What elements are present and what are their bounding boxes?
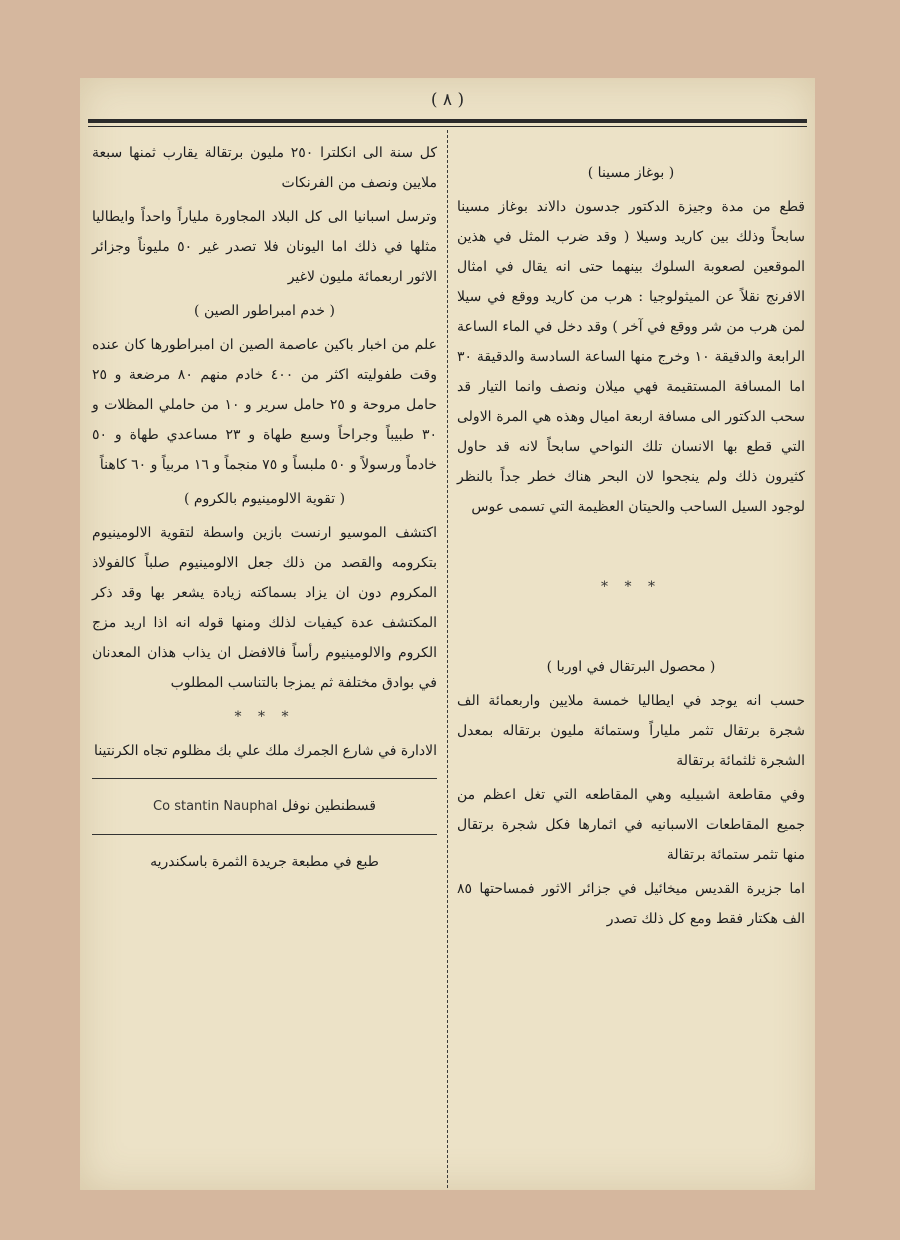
administration-notice: الادارة في شارع الجمرك ملك علي بك مظلوم تجاه الكرنتينا (94, 743, 437, 759)
article-paragraph-oranges-3: اما جزيرة القديس ميخائيل في جزائر الاثور فمساحتها ٨٥ الف هكتار فقط ومع كل ذلك تصدر (457, 881, 805, 927)
spacer (457, 138, 805, 158)
page-number: ( ٨ ) (430, 90, 465, 110)
article-heading-aluminium: ( تقوية الالومينيوم بالكروم ) (183, 491, 346, 507)
section-separator: * * * (234, 709, 295, 725)
right-column (457, 138, 805, 938)
article-paragraph-oranges-2: وفي مقاطعة اشبيليه وهي المقاطعه التي تغل اعظم من جميع المقاطعات الاسبانيه في اثمارها فكل شجرة برتقال منها تثمر ستمائة برتقالة (457, 787, 805, 863)
left-column (92, 138, 437, 881)
article-paragraph-oranges-continued-1: كل سنة الى انكلترا ٢٥٠ مليون برتقالة يقارب ثمنها سبعة ملايين ونصف من الفرنكات (92, 145, 437, 191)
spacer (457, 606, 805, 652)
section-separator: * * * (601, 579, 661, 595)
article-paragraph-oranges-continued-2: وترسل اسبانيا الى كل البلاد المجاورة ملياراً واحداً وايطاليا مثلها في ذلك اما اليونان فلا تصدر غير ٥٠ مليوناً وجزائر الاثور اربعمائة مليون لاغير (92, 209, 437, 285)
header-rule-thick (88, 119, 807, 123)
publisher-signature (92, 791, 437, 822)
newspaper-page (80, 78, 815, 1190)
footer-rule (92, 778, 437, 779)
footer-rule (92, 834, 437, 835)
article-body-aluminium: اكتشف الموسيو ارنست بازين واسطة لتقوية الالومينيوم بتكرومه والقصد من ذلك جعل الالومينيوم صلباً كالفولاذ المكروم دون ان يزاد بسماكته زيادة يشعر بها وقد ذكر المكتشف عدة كيفيات لذلك ومنها قوله انه اذا اريد مزج الكروم والالومينيوم رأساً فالافضل ان يذاب هذان المعدنان في بوادق مختلفة ثم يمزجا بالتناسب المطلوب (92, 525, 437, 691)
article-heading-bosphorus: ( بوغاز مسينا ) (587, 165, 675, 181)
article-body-bosphorus: قطع من مدة وجيزة الدكتور جدسون دالاند بوغاز مسينا سابحاً وذلك بين كاريد وسيلا ( وقد ضرب المثل في هذين الموقعين لصعوبة السلوك بينهما حتى انه يقال في امثال الافرنج نقلاً عن الميثولوجيا : هرب من كاريد ووقع في سيلا لمن هرب من شر ووقع في آخر ) وقد دخل في الماء الساعة الرابعة والدقيقة ١٠ وخرج منها الساعة السادسة والدقيقة ٣٠ اما المسافة المستقيمة فهي ميلان ونصف وانما التيار قد سحب الدكتور الى مسافة اربعة اميال وهذه هي المرة الاولى التي قطع بها الانسان تلك النواحي سابحاً لانه قد حاول كثيرون ذلك ولم ينجحوا لان البحر هناك خطر جداً بالنظر لوجود السيل الساحب والحيتان العظيمة التي تسمى عوس (457, 199, 805, 515)
signature-latin: Co stantin Nauphal (153, 799, 278, 814)
article-body-emperor: علم من اخبار باكين عاصمة الصين ان امبراطورها كان عنده وقت طفوليته اكثر من ٤٠٠ خادم منهم ٨٠ مرضعة و ٢٥ حامل مروحة و ٢٥ حامل سرير و ١٠ من حاملي المظلات و ٣٠ طبيباً وجراحاً وسبع طهاة و ٢٣ مساعدي طهاة و ٥٠ خادماً ورسولاً و ٥٠ ملبساً و ٧٥ منجماً و ١٦ مربياً و ٦٠ كاهناً (92, 337, 438, 473)
article-heading-oranges: ( محصول البرتقال في اوربا ) (546, 659, 716, 675)
printer-line: طبع في مطبعة جريدة الثمرة باسكندريه (150, 854, 379, 870)
header-rule-thin (88, 126, 807, 127)
column-divider (447, 130, 448, 1188)
spacer (457, 526, 805, 572)
signature-arabic: قسطنطين نوفل (281, 798, 376, 814)
article-paragraph-oranges-1: حسب انه يوجد في ايطاليا خمسة ملايين واربعمائة الف شجرة برتقال تثمر ملياراً وستمائة مليون برتقاله بمعدل الشجرة ثلثمائة برتقالة (457, 693, 805, 769)
article-heading-emperor: ( خدم امبراطور الصين ) (194, 303, 335, 319)
